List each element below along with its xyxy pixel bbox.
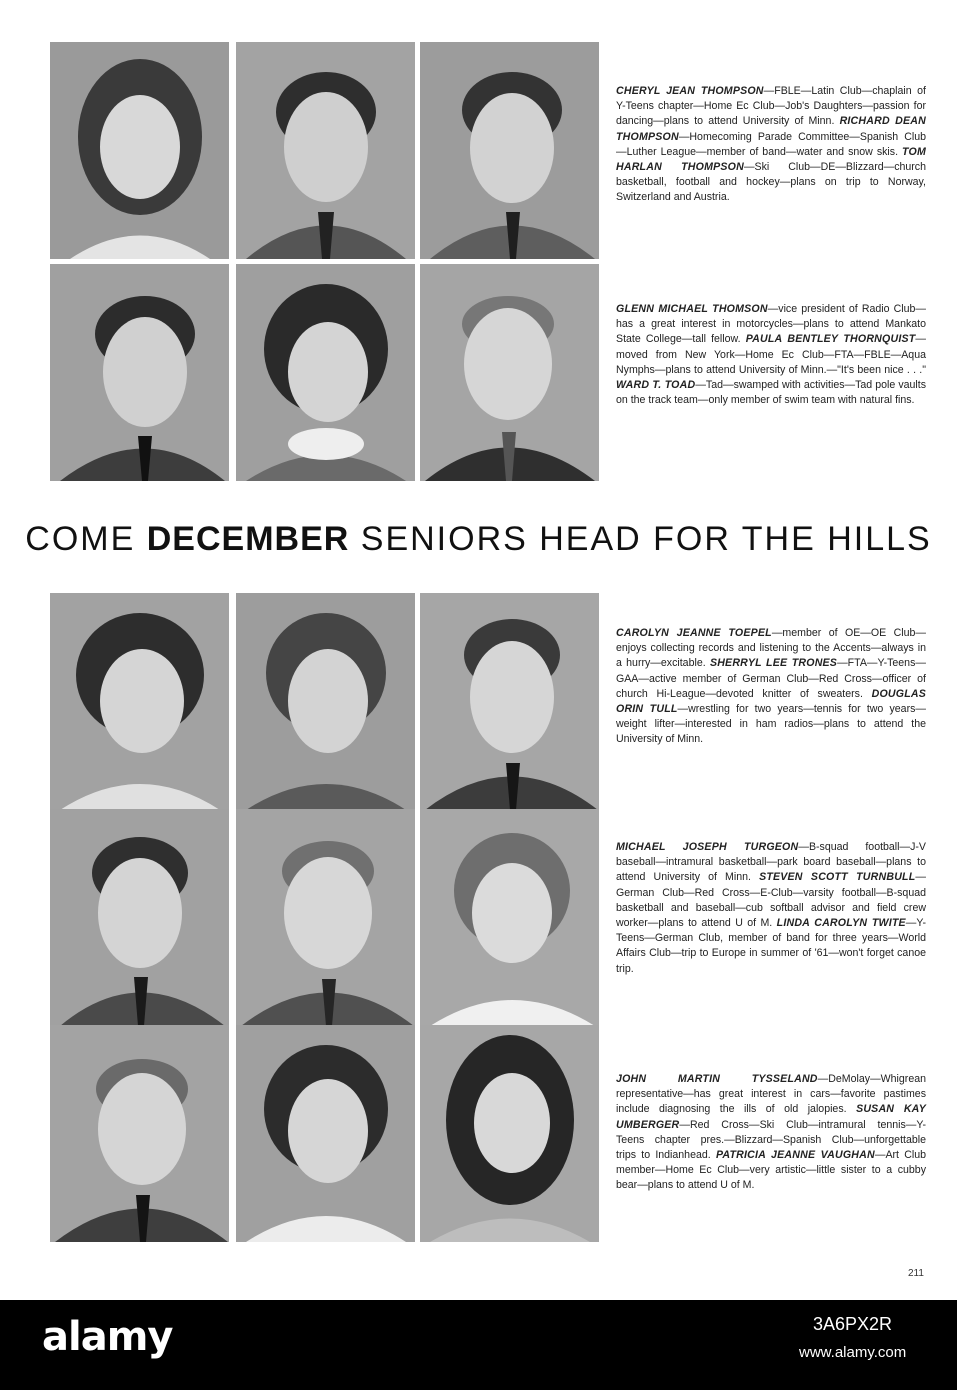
student-name: CHERYL JEAN THOMPSON	[616, 85, 764, 97]
stock-watermark-bar	[0, 1300, 957, 1390]
portrait-steven-scott-turnbull	[236, 809, 415, 1026]
student-name: RICHARD DEAN THOMPSON	[616, 115, 926, 143]
student-activities: —FTA—Y-Teens—GAA—active member of German Club—Red Cross—officer of church Hi-League—devoted knitter of sweaters.	[616, 657, 926, 700]
student-activities: —B-squad football—J-V baseball—intramural basketball—park board baseball—plans to attend University of Minn.	[616, 841, 926, 884]
student-name: PATRICIA JEANNE VAUGHAN	[715, 1149, 875, 1162]
student-activities: —Art Club member—Home Ec Club—very artistic—little sister to a cubby bear—plans to attend U of M.	[616, 1149, 926, 1192]
bio-block-2	[616, 302, 926, 408]
student-activities: —Y-Teens—German Club, member of band for three years—World Affairs Club—trip to Europe in summer of '61—won't forget canoe trip.	[616, 917, 926, 975]
student-activities: —Ski Club—DE—Blizzard—church basketball, football and hockey—plans on trip to Norway, Switzerland and Austria.	[616, 161, 926, 204]
student-activities: —FBLE—Latin Club—chaplain of Y-Teens chapter—Home Ec Club—Job's Daughters—passion for dancing—plans to attend University of Minn.	[616, 85, 926, 128]
headline-part-3: SENIORS HEAD FOR THE HILLS	[360, 520, 932, 558]
student-name: GLENN MICHAEL THOMSON	[616, 303, 768, 315]
portrait-paula-bentley-thornquist	[236, 264, 415, 481]
portrait-linda-carolyn-twite	[420, 809, 599, 1026]
page-headline	[0, 520, 957, 559]
headline-emphasis: DECEMBER	[146, 520, 350, 558]
portrait-susan-kay-umberger	[236, 1025, 415, 1242]
portrait-douglas-orin-tull	[420, 593, 599, 810]
student-activities: —Red Cross—Ski Club—intramural tennis—Y-Teens chapter pres.—Blizzard—Spanish Club—unforgettable trips to Indianhead.	[616, 1118, 926, 1162]
student-name: STEVEN SCOTT TURNBULL	[759, 871, 916, 884]
page-number: 211	[908, 1268, 924, 1279]
portrait-sherryl-lee-trones	[236, 593, 415, 810]
portrait-carolyn-jeanne-toepel	[50, 593, 229, 810]
bio-block-1	[616, 84, 926, 206]
bio-block-3	[616, 626, 926, 748]
portrait-cheryl-jean-thompson	[50, 42, 229, 259]
student-name: SHERRYL LEE TRONES	[709, 657, 838, 670]
student-name: MICHAEL JOSEPH TURGEON	[616, 841, 799, 853]
student-activities: —German Club—Red Cross—E-Club—varsity football—B-squad basketball and baseball—cub softball advisor and field crew worker—plans to attend U of M.	[616, 871, 926, 930]
headline-part-1: COME	[25, 520, 136, 558]
student-name: CAROLYN JEANNE TOEPEL	[616, 627, 772, 639]
portrait-michael-joseph-turgeon	[50, 809, 229, 1026]
portrait-tom-harlan-thompson	[420, 42, 599, 259]
student-name: DOUGLAS ORIN TULL	[616, 687, 926, 716]
site-url: www.alamy.com	[799, 1344, 907, 1361]
bio-block-4	[616, 840, 926, 977]
portrait-john-martin-tysseland	[50, 1025, 229, 1242]
portrait-ward-t-toad	[420, 264, 599, 481]
student-name: WARD T. TOAD	[616, 379, 696, 392]
bio-block-5	[616, 1072, 926, 1194]
student-activities: —wrestling for two years—tennis for two years—weight lifter—interested in ham radios—plans to attend the University of Minn.	[616, 703, 926, 746]
student-activities: —member of OE—OE Club—enjoys collecting records and listening to the Accents—always in a hurry—excitable.	[616, 627, 926, 670]
alamy-logo: alamy	[42, 1314, 173, 1360]
student-activities: —DeMolay—Whigrean representative—has great interest in cars—favorite pastimes include diagnosing the ills of old jalopies.	[616, 1073, 926, 1116]
image-id: 3A6PX2R	[813, 1314, 893, 1334]
student-activities: —vice president of Radio Club—has a great interest in motorcycles—plans to attend Mankato State College—tall fellow.	[616, 303, 926, 346]
portrait-patricia-jeanne-vaughan	[420, 1025, 599, 1242]
student-activities: —moved from New York—Home Ec Club—FTA—FBLE—Aqua Nymphs—plans to attend University of Minn.—"It's been nice . . ."	[616, 333, 926, 376]
student-name: LINDA CAROLYN TWITE	[776, 917, 906, 930]
student-activities: —Tad—swamped with activities—Tad pole vaults on the track team—only member of swim team with natural fins.	[616, 379, 926, 407]
student-activities: —Homecoming Parade Committee—Spanish Club—Luther League—member of band—water and snow skis.	[616, 130, 926, 158]
student-name: PAULA BENTLEY THORNQUIST	[745, 333, 916, 346]
student-name: TOM HARLAN THOMPSON	[616, 145, 926, 174]
portrait-glenn-michael-thomson	[50, 264, 229, 481]
student-name: SUSAN KAY UMBERGER	[616, 1103, 926, 1131]
student-name: JOHN MARTIN TYSSELAND	[616, 1073, 818, 1085]
portrait-richard-dean-thompson	[236, 42, 415, 259]
